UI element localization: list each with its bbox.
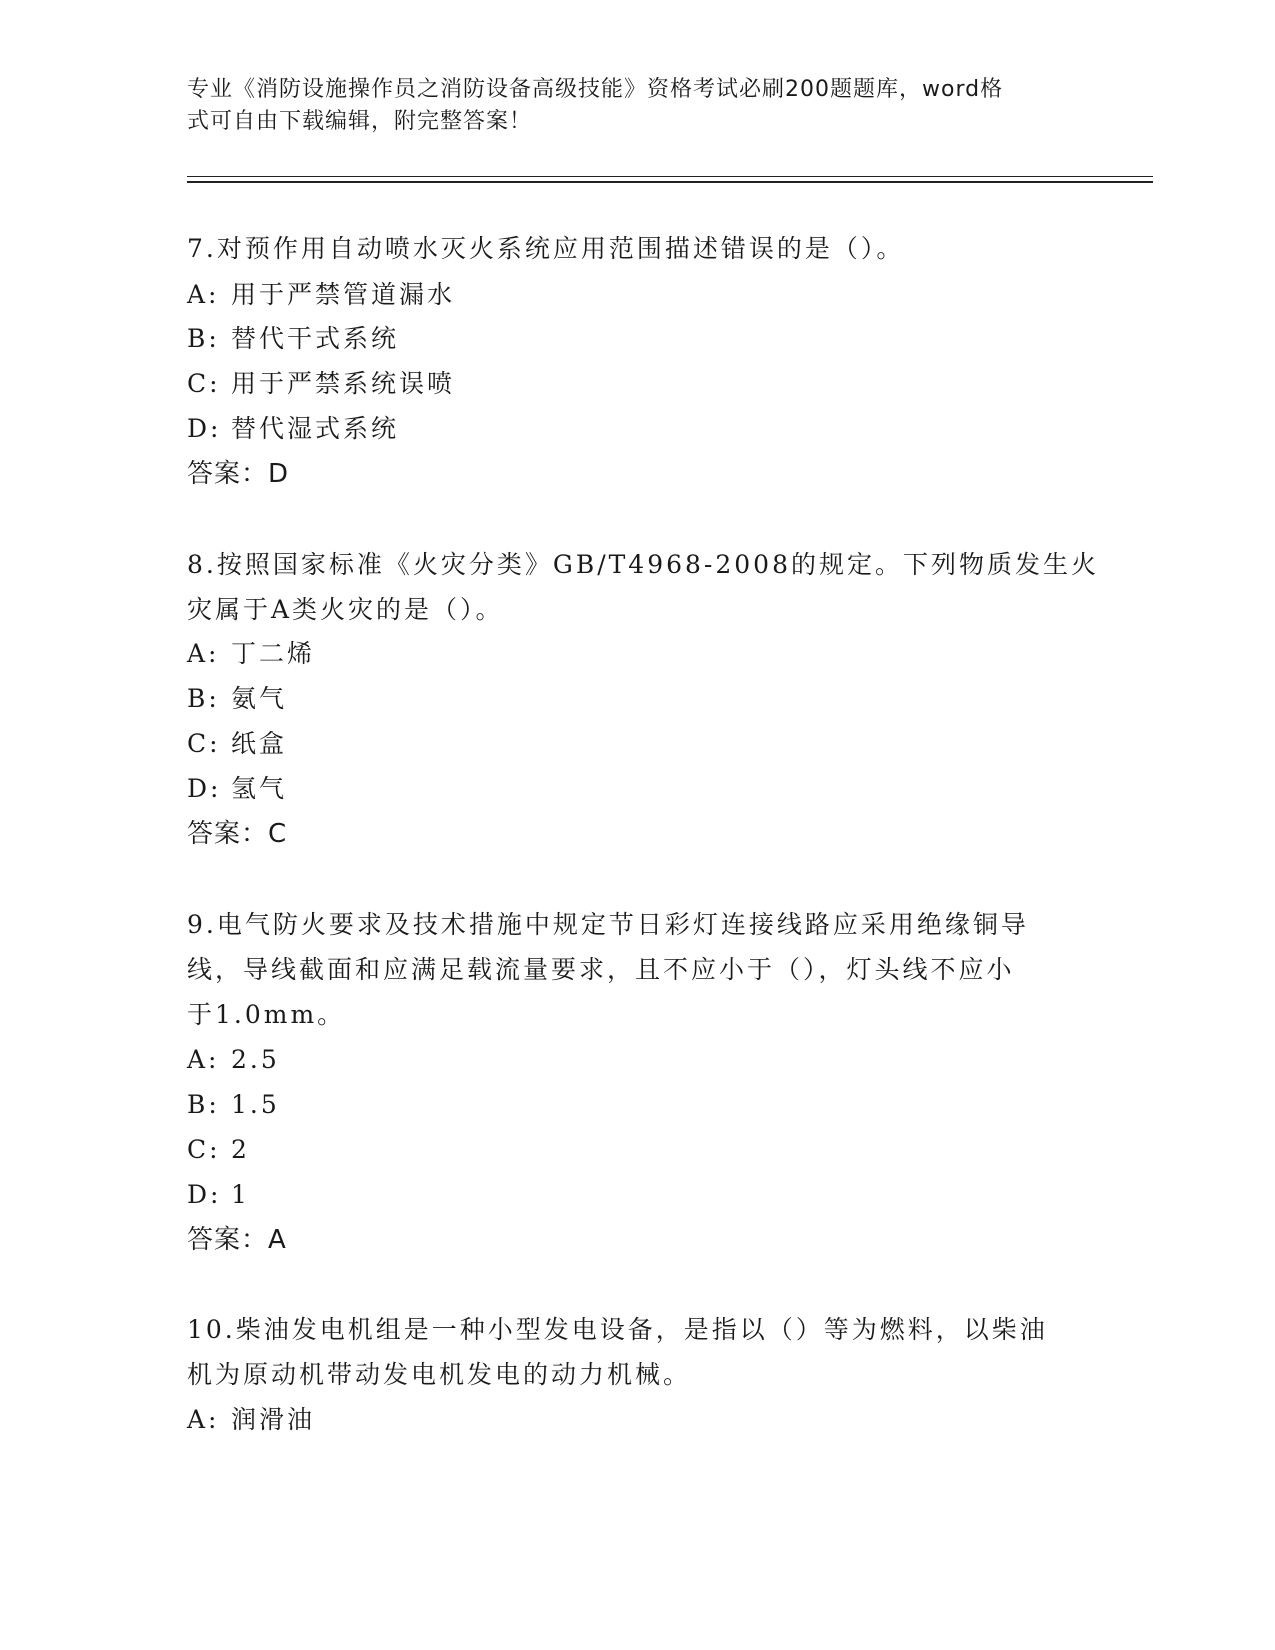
option-c bbox=[187, 1133, 250, 1167]
option-key: C: bbox=[187, 729, 221, 758]
option-key: B: bbox=[187, 684, 220, 713]
option-c bbox=[187, 727, 287, 761]
option-text: 用于严禁系统误喷 bbox=[231, 369, 456, 398]
option-key: D: bbox=[187, 1180, 222, 1209]
option-text: 2 bbox=[231, 1135, 250, 1164]
header-divider bbox=[187, 176, 1153, 177]
option-a bbox=[187, 1403, 315, 1437]
option-key: D: bbox=[187, 774, 222, 803]
question-stem: 8.按照国家标准《火灾分类》GB/T4968-2008的规定。下列物质发生火 bbox=[187, 550, 1099, 579]
option-b bbox=[187, 682, 287, 716]
question-stem: 线，导线截面和应满足载流量要求，且不应小于（），灯头线不应小 bbox=[187, 955, 1015, 984]
option-key: A: bbox=[187, 1405, 220, 1434]
option-key: C: bbox=[187, 369, 221, 398]
option-b bbox=[187, 322, 399, 356]
option-text: 丁二烯 bbox=[231, 639, 316, 668]
option-text: 2.5 bbox=[231, 1045, 280, 1074]
option-d bbox=[187, 772, 287, 806]
option-text: 用于严禁管道漏水 bbox=[231, 280, 456, 309]
answer-line: 答案：A bbox=[187, 1225, 287, 1255]
option-key: D: bbox=[187, 414, 222, 443]
option-a bbox=[187, 1043, 280, 1077]
option-key: A: bbox=[187, 1045, 220, 1074]
header-text-line: 专业《消防设施操作员之消防设备高级技能》资格考试必刷200题题库，word格 bbox=[187, 77, 1004, 102]
question-stem: 机为原动机带动发电机发电的动力机械。 bbox=[187, 1360, 692, 1389]
option-d bbox=[187, 1178, 250, 1212]
option-d bbox=[187, 412, 399, 446]
header-text-line: 式可自由下载编辑，附完整答案！ bbox=[187, 109, 533, 134]
answer-line: 答案：D bbox=[187, 459, 290, 489]
option-text: 纸盒 bbox=[231, 729, 288, 758]
option-key: B: bbox=[187, 324, 220, 353]
option-text: 氢气 bbox=[231, 774, 288, 803]
option-text: 氨气 bbox=[231, 684, 288, 713]
header-divider bbox=[187, 181, 1153, 183]
option-text: 替代湿式系统 bbox=[231, 414, 400, 443]
answer-line: 答案：C bbox=[187, 819, 288, 849]
option-a bbox=[187, 278, 455, 312]
question-stem: 灾属于A类火灾的是（）。 bbox=[187, 595, 504, 624]
option-c bbox=[187, 367, 455, 401]
option-text: 替代干式系统 bbox=[231, 324, 400, 353]
option-key: B: bbox=[187, 1090, 220, 1119]
option-a bbox=[187, 637, 315, 671]
option-key: A: bbox=[187, 639, 220, 668]
option-text: 1.5 bbox=[231, 1090, 280, 1119]
option-key: A: bbox=[187, 280, 220, 309]
question-stem: 9.电气防火要求及技术措施中规定节日彩灯连接线路应采用绝缘铜导 bbox=[187, 910, 1029, 939]
question-stem: 7.对预作用自动喷水灭火系统应用范围描述错误的是（）。 bbox=[187, 234, 905, 263]
option-text: 1 bbox=[231, 1180, 250, 1209]
option-b bbox=[187, 1088, 280, 1122]
option-key: C: bbox=[187, 1135, 221, 1164]
question-stem: 10.柴油发电机组是一种小型发电设备，是指以（）等为燃料，以柴油 bbox=[187, 1315, 1048, 1344]
question-stem: 于1.0mm。 bbox=[187, 1000, 346, 1029]
option-text: 润滑油 bbox=[231, 1405, 316, 1434]
